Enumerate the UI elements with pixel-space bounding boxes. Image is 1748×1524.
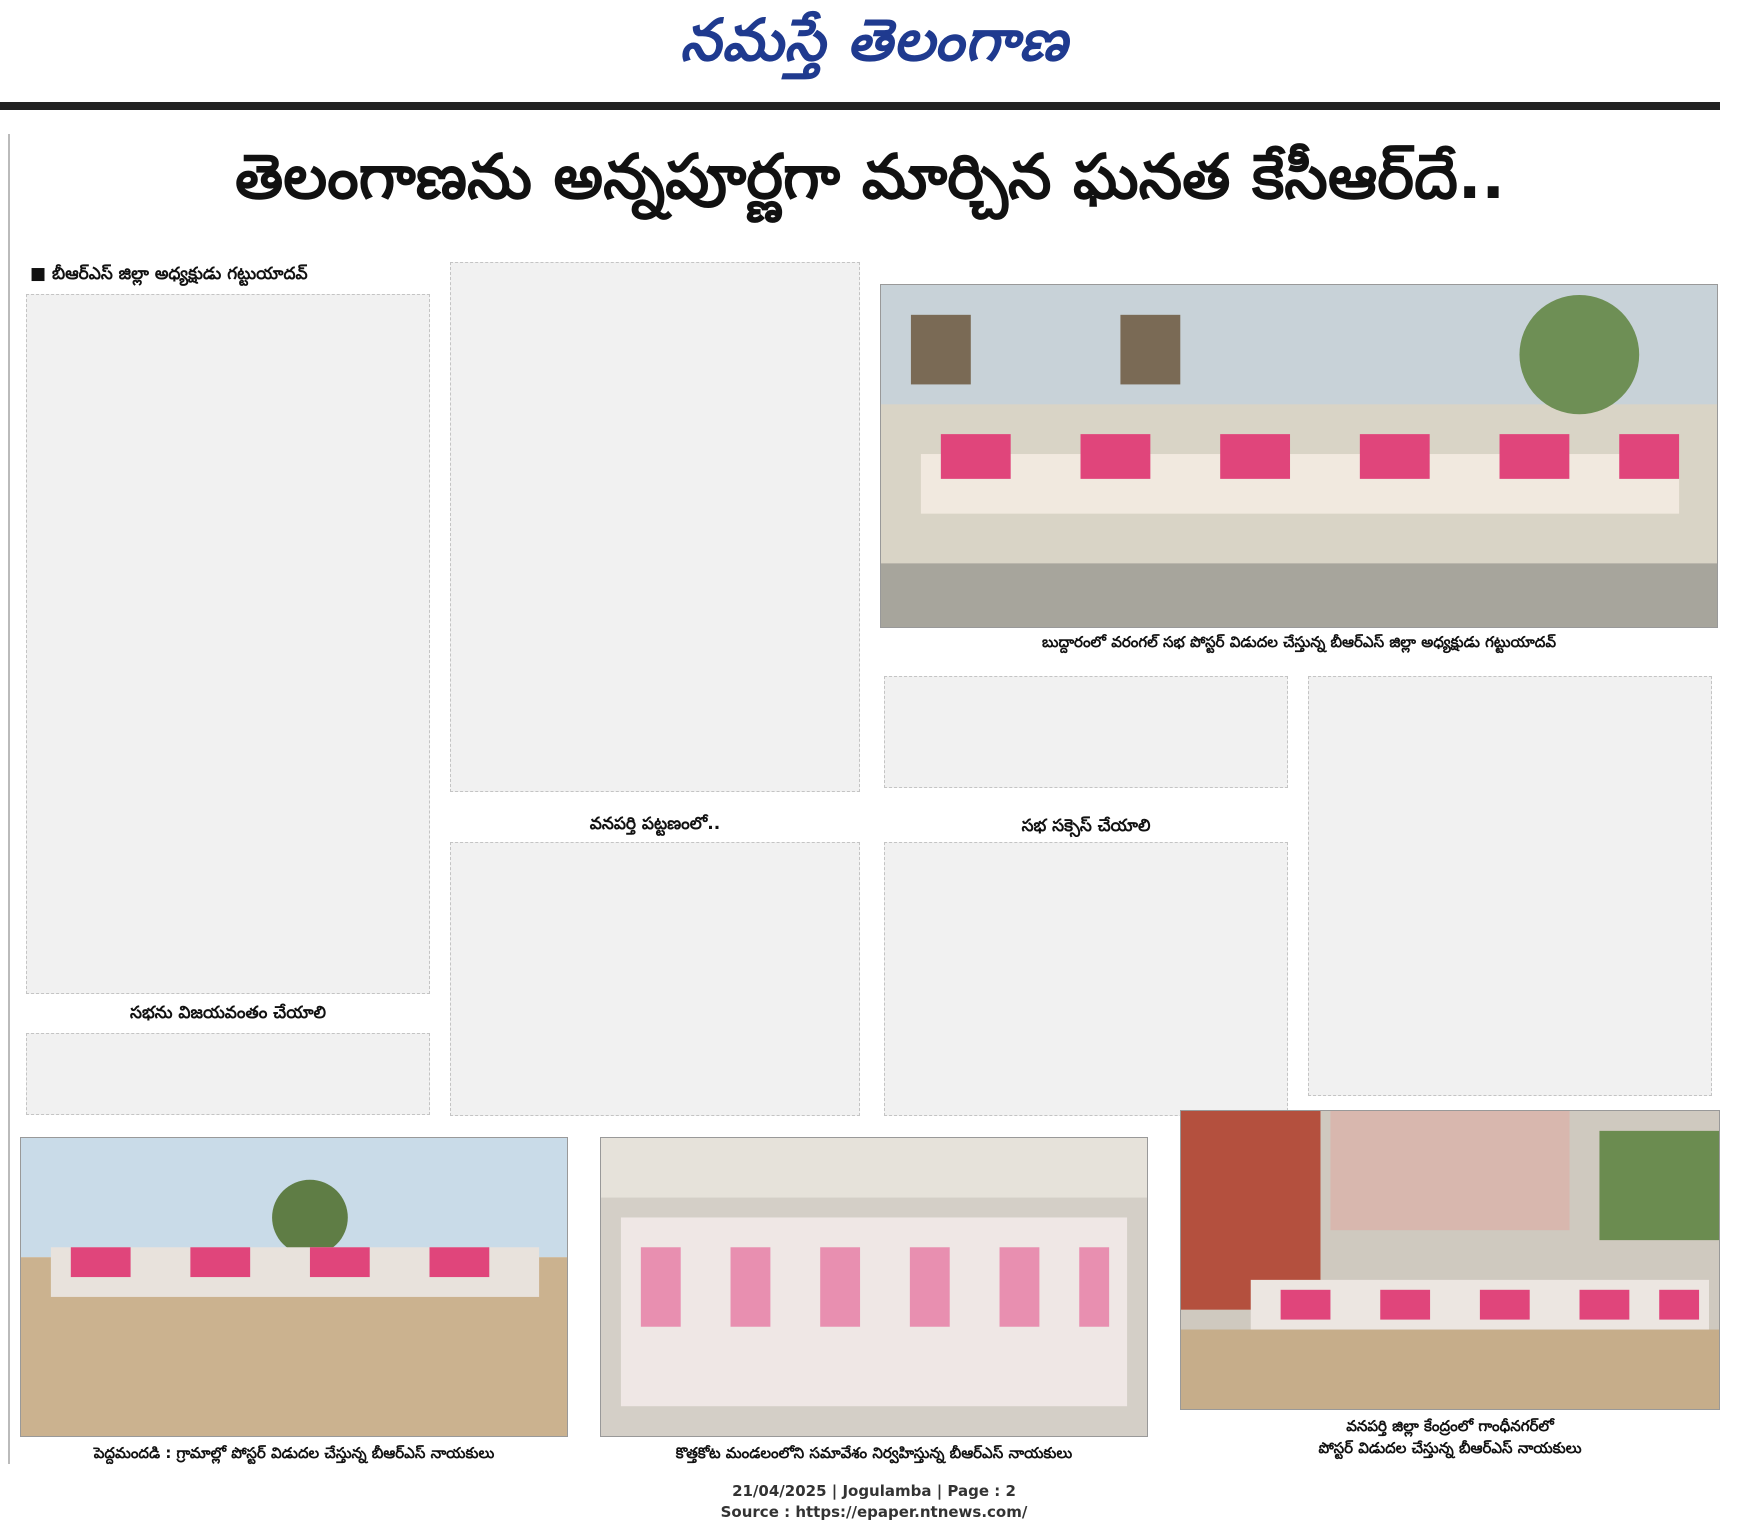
column-3-body-2	[884, 842, 1288, 1116]
byline	[30, 264, 430, 288]
caption-photo-right-line1: వనపర్తి జిల్లా కేంద్రంలో గాంధీనగర్‌లో	[1346, 1417, 1554, 1435]
photo-peddamandadi	[20, 1137, 568, 1437]
photo-kothakota-meeting	[600, 1137, 1148, 1437]
masthead-logo: నమస్తే తెలంగాణ	[680, 6, 1068, 74]
column-4-body	[1308, 676, 1712, 1096]
byline-text: బీఆర్‌ఎస్‌ జిల్లా అధ్యక్షుడు గట్టుయాదవ్‌	[51, 264, 308, 284]
column-2-body-2	[450, 842, 860, 1116]
subhead-wanaparthy-town: వనపర్తి పట్టణంలో..	[589, 814, 721, 834]
bullet-icon: ■	[30, 264, 52, 284]
caption-top-photo: బుద్దారంలో వరంగల్‌ సభ పోస్టర్‌ విడుదల చేస్తున్న బీఆర్‌ఎస్‌ జిల్లా అధ్యక్షుడు గట్టుయాదవ్‌	[1042, 633, 1556, 651]
column-1-body	[26, 294, 430, 994]
subhead-sabha-success: సభ సక్సెస్‌ చేయాలి	[1021, 816, 1151, 836]
caption-photo-right-line2: పోస్టర్‌ విడుదల చేస్తున్న బీఆర్‌ఎస్‌ నాయకులు	[1318, 1438, 1582, 1457]
caption-photo-middle: కొత్తకోట మండలంలోని సమావేశం నిర్వహిస్తున్న బీఆర్‌ఎస్‌ నాయకులు	[675, 1444, 1073, 1462]
footer-source-link[interactable]: Source : https://epaper.ntnews.com/	[720, 1503, 1028, 1521]
column-1-body-2	[26, 1033, 430, 1115]
photo-buddaram-poster-release	[880, 284, 1718, 628]
footer-date-edition: 21/04/2025 | Jogulamba | Page : 2	[732, 1482, 1016, 1500]
article-headline: తెలంగాణను అన్నపూర్ణగా మార్చిన ఘనత కేసీఆర్‌దే..	[235, 140, 1505, 213]
column-2-body	[450, 262, 860, 792]
subhead-sabhanu-vijayavantham: సభను విజయవంతం చేయాలి	[130, 1003, 326, 1023]
caption-photo-left: పెద్దమందడి : గ్రామాల్లో పోస్టర్‌ విడుదల చేస్తున్న బీఆర్‌ఎస్‌ నాయకులు	[93, 1444, 495, 1462]
photo-gandhinagar-wanaparthy	[1180, 1110, 1720, 1410]
masthead-rule	[0, 102, 1720, 110]
column-3-body	[884, 676, 1288, 788]
caption-photo-right	[1180, 1416, 1720, 1460]
